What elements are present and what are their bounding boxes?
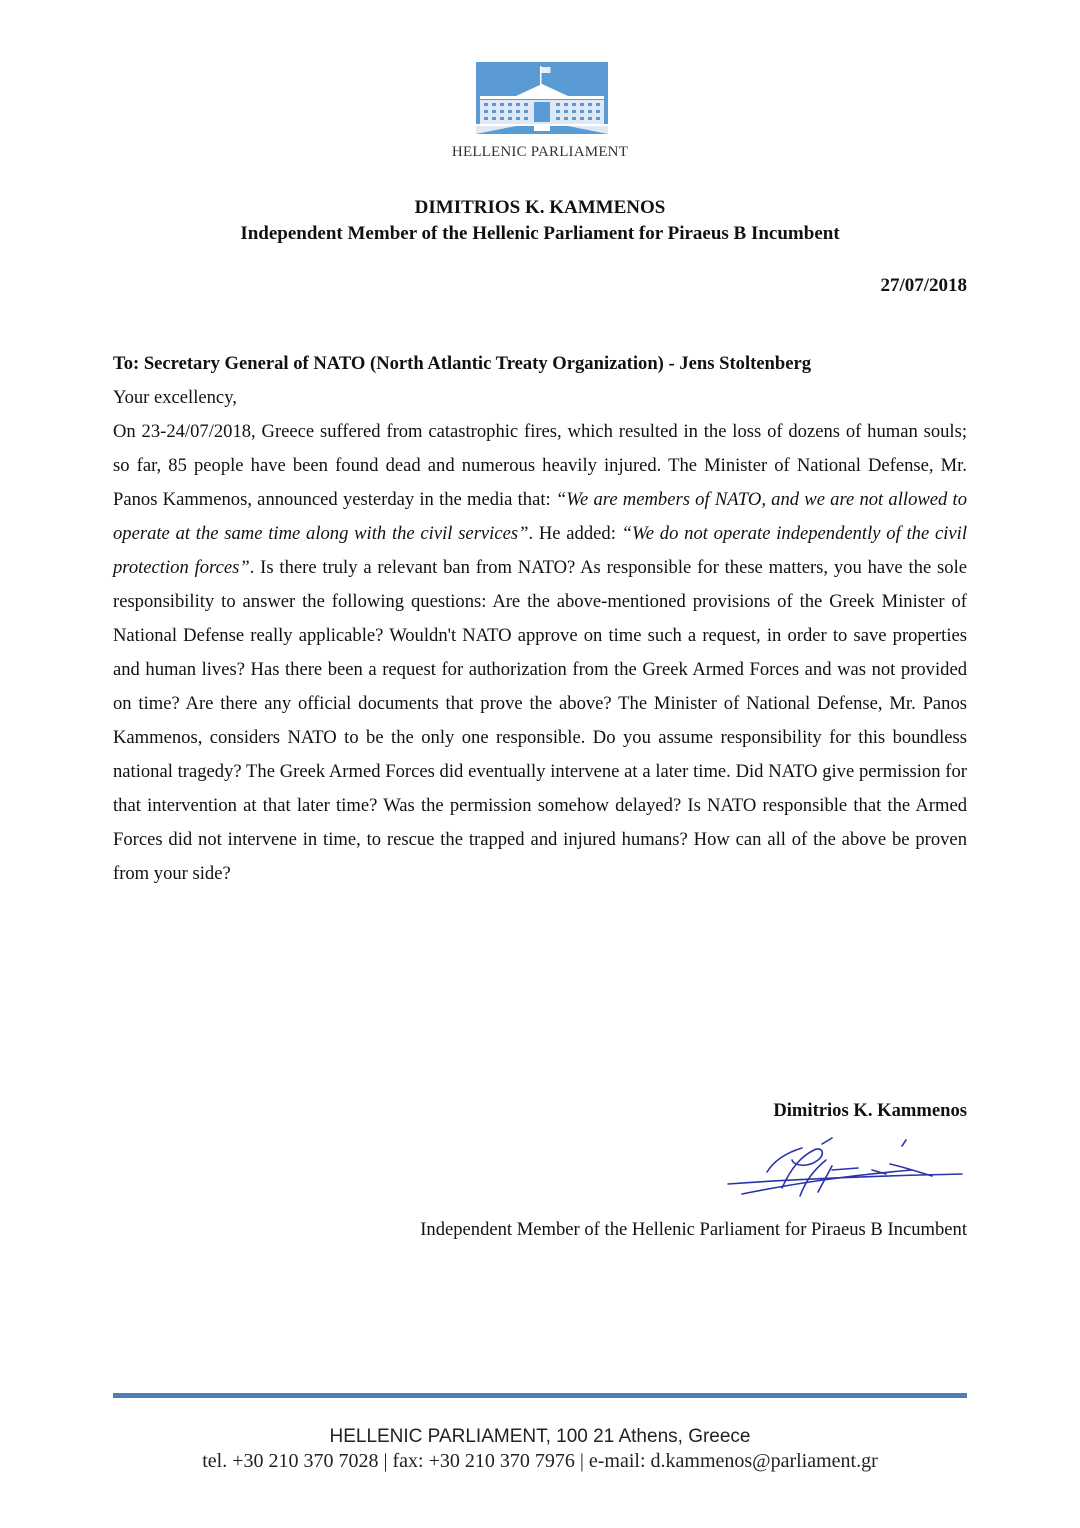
handwritten-signature-icon [722, 1136, 967, 1206]
letter-content [113, 347, 967, 891]
signature-role: Independent Member of the Hellenic Parliament for Piraeus B Incumbent [420, 1219, 967, 1240]
quote-2: “We do not operate independently of the civil protection forces” [113, 523, 968, 578]
footer-address: HELLENIC PARLIAMENT, 100 21 Athens, Greece [329, 1426, 751, 1447]
sender-role: Independent Member of the Hellenic Parliament for Piraeus B Incumbent [240, 223, 840, 244]
body-text-3: . Is there truly a relevant ban from NATO? As responsible for these matters, you have the sole responsibility to answer the following questions: Are the above-mentioned provisions of the Greek Minister of National Defense really applicable? Wouldn't NATO approve on time such a request, in order to save properties and human lives? Has there been a request for authorization from the Greek Armed Forces and was not provided on time? Are there any official documents that prove the above? The Minister of National Defense, Mr. Panos Kammenos, considers NATO to be the only one responsible. Do you assume responsibility for this boundless national tragedy? The Greek Armed Forces did eventually intervene at a later time. Did NATO give permission for that intervention at that later time? Was the permission somehow delayed? Is NATO responsible that the Armed Forces did not intervene in time, to rescue the trapped and injured humans? How can all of the above be proven from your side? [113, 557, 967, 884]
parliament-logo-icon [476, 62, 608, 134]
institution-name: HELLENIC PARLIAMENT [451, 144, 629, 160]
letter-date: 27/07/2018 [880, 275, 967, 296]
body-text-1: On 23-24/07/2018, Greece suffered from catastrophic fires, which resulted in the loss of dozens of human souls; so far, 85 people have been found dead and numerous heavily injured. The Minister of National Defense, Mr. Panos Kammenos, announced yesterday in the media that: [113, 421, 967, 510]
footer-divider [113, 1393, 967, 1398]
sender-name: DIMITRIOS K. KAMMENOS [414, 197, 666, 218]
recipient-line: To: Secretary General of NATO (North Atlantic Treaty Organization) - Jens Stoltenberg [113, 353, 812, 374]
salutation: Your excellency, [113, 387, 237, 408]
body-text-2: . He added: [528, 523, 622, 544]
quote-1: “We are members of NATO, and we are not allowed to operate at the same time along with the civil services” [113, 489, 967, 544]
footer-contact: tel. +30 210 370 7028 | fax: +30 210 370 7976 | e-mail: d.kammenos@parliament.gr [202, 1450, 878, 1472]
signature-name: Dimitrios K. Kammenos [773, 1100, 967, 1121]
letter-body [113, 415, 967, 891]
